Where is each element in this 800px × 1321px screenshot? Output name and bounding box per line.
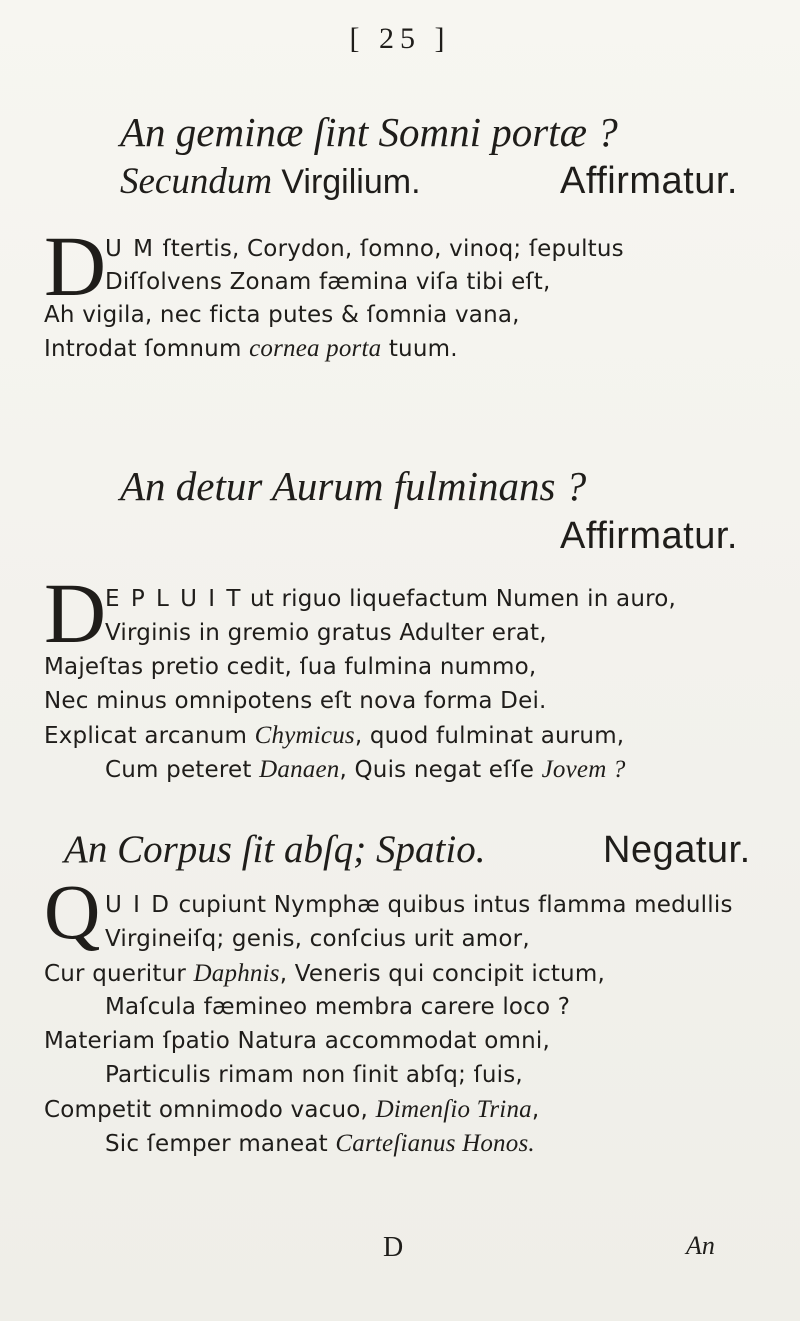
verse-2-line-6-text: Cum peteret <box>105 757 260 783</box>
question-heading-2 <box>120 462 586 510</box>
verse-1-line-1-caps: U M <box>105 236 155 262</box>
dropcap-1: D <box>44 218 107 314</box>
verse-3-line-7-end: , <box>531 1097 540 1123</box>
verse-3-line-3-text: Cur queritur <box>44 961 194 987</box>
subtitle-1-rest: Virgilium. <box>281 163 421 201</box>
question-2-prefix: An <box>120 463 166 509</box>
page-number: [ 25 ] <box>349 22 451 55</box>
verdict-3: Negatur. <box>603 829 751 871</box>
verse-3-line-5-text: Materiam ſpatio Natura accommodat omni, <box>44 1028 551 1054</box>
verse-3-line-2-text: Virgineiſq; genis, conſcius urit amor, <box>105 926 530 952</box>
verse-3-line-3-end: , Veneris qui concipit ictum, <box>279 961 605 987</box>
verse-3-line-6 <box>105 1062 523 1088</box>
question-2-text: detur Aurum fulminans ? <box>175 463 587 509</box>
question-heading-3 <box>64 827 485 872</box>
verse-3-line-7-italic: Dimenſio Trina <box>375 1096 532 1123</box>
verse-2-line-5-italic: Chymicus <box>254 722 355 749</box>
verdict-1: Affirmatur. <box>560 160 738 202</box>
verse-3-line-2 <box>105 926 530 952</box>
verse-1-line-1-text: ſtertis, Corydon, ſomno, vinoq; ſepultus <box>155 236 624 262</box>
verse-1-line-4 <box>44 335 458 363</box>
signature-mark: D <box>383 1232 404 1263</box>
verse-3-line-8 <box>105 1130 535 1158</box>
verse-2-line-5-end: , quod fulminat aurum, <box>354 723 625 749</box>
question-3-prefix: An <box>64 828 108 871</box>
verse-2-line-3-text: Majeſtas pretio cedit, ſua fulmina nummo, <box>44 654 537 680</box>
verdict-2: Affirmatur. <box>560 515 738 557</box>
verse-1-line-3-text: Ah vigila, nec ficta putes & ſomnia vana, <box>44 302 520 328</box>
dropcap-2: D <box>44 565 107 661</box>
subtitle-1 <box>120 160 421 203</box>
verse-3-line-7-text: Competit omnimodo vacuo, <box>44 1097 376 1123</box>
verse-3-line-3-italic: Daphnis <box>193 960 280 987</box>
verse-1-line-4-end: tuum. <box>381 336 458 362</box>
verse-2-line-1-caps: E P L U I T <box>105 586 243 612</box>
verse-2-line-2-text: Virginis in gremio gratus Adulter erat, <box>105 620 547 646</box>
verse-1-line-2-text: Diſſolvens Zonam fæmina viſa tibi eſt, <box>105 269 551 295</box>
verse-2-line-5-text: Explicat arcanum <box>44 723 255 749</box>
verse-2-line-2 <box>105 620 547 646</box>
verse-2-line-4-text: Nec minus omnipotens eſt nova forma Dei. <box>44 688 547 714</box>
verse-1-line-1 <box>105 236 624 262</box>
question-1-prefix: An <box>120 109 166 155</box>
verse-1-line-2 <box>105 269 550 295</box>
question-heading-1 <box>120 108 618 156</box>
verse-2-line-6 <box>105 756 626 784</box>
verse-2-line-5 <box>44 722 624 750</box>
verse-2-line-4 <box>44 688 547 714</box>
verse-3-line-5 <box>44 1028 550 1054</box>
verse-1-line-3 <box>44 302 520 328</box>
verse-2-line-6-mid: , Quis negat eſſe <box>339 757 542 783</box>
verse-2-line-1-text: ut riguo liquefactum Numen in auro, <box>242 586 677 612</box>
verse-3-line-8-text: Sic ſemper maneat <box>105 1131 336 1157</box>
subtitle-1-italic: Secundum <box>120 161 273 202</box>
verse-3-line-4 <box>105 994 570 1020</box>
verse-3-line-3 <box>44 960 605 988</box>
verse-2-line-1 <box>105 586 676 612</box>
verse-3-line-4-text: Maſcula fæmineo membra carere loco ? <box>105 994 571 1020</box>
verse-1-line-4-italic: cornea porta <box>249 335 382 362</box>
verse-3-line-8-italic: Carteſianus Honos. <box>335 1130 535 1157</box>
verse-2-line-6-italic-2: Jovem ? <box>541 756 626 783</box>
verse-1-line-4-text: Introdat ſomnum <box>44 336 250 362</box>
dropcap-3: Q <box>44 868 101 955</box>
verse-3-line-1 <box>105 892 733 918</box>
question-3-text: Corpus ſit abſq; Spatio. <box>117 828 486 871</box>
verse-3-line-1-text: cupiunt Nymphæ quibus intus flamma medullis <box>170 892 733 918</box>
verse-3-line-7 <box>44 1096 539 1124</box>
catchword: An <box>686 1231 715 1260</box>
question-1-text: geminæ ſint Somni portæ ? <box>175 109 618 155</box>
verse-2-line-6-italic: Danaen <box>259 756 340 783</box>
verse-2-line-3 <box>44 654 536 680</box>
verse-3-line-1-caps: U I D <box>105 892 171 918</box>
verse-3-line-6-text: Particulis rimam non ſinit abſq; ſuis, <box>105 1062 523 1088</box>
